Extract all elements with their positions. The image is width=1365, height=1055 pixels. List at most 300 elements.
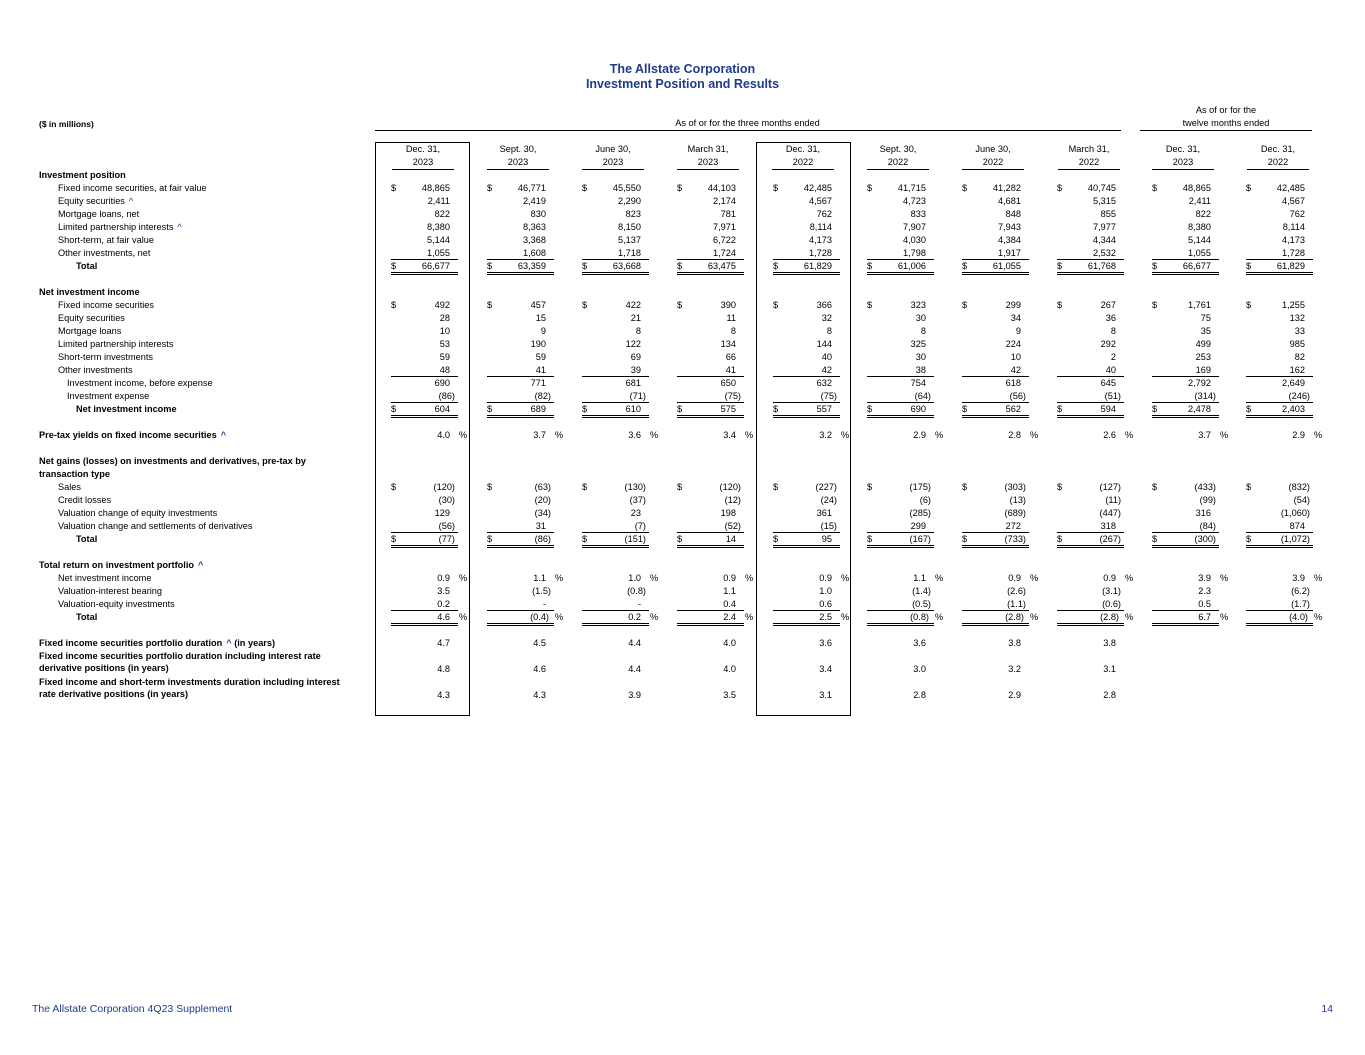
cell-value: (733) <box>1004 534 1026 544</box>
cell-value: 4.4 <box>628 638 641 648</box>
table-cell <box>867 377 934 389</box>
table-cell <box>1246 377 1313 389</box>
table-cell <box>962 585 1029 597</box>
table-cell <box>582 260 649 275</box>
table-cell <box>773 208 840 220</box>
percent-symbol: % <box>935 612 944 622</box>
cell-value: 0.9 <box>1103 573 1116 583</box>
table-cell <box>677 481 744 493</box>
cell-value: 28 <box>439 313 450 323</box>
cell-value: (75) <box>724 391 741 401</box>
currency-symbol: $ <box>677 534 683 544</box>
cell-value: 1,798 <box>903 248 926 258</box>
row-label <box>67 390 149 402</box>
cell-value: 604 <box>434 404 450 414</box>
table-cell <box>1152 182 1219 194</box>
column-header-year: 2022 <box>1247 156 1309 170</box>
cell-value: 15 <box>535 313 546 323</box>
cell-value: 2,403 <box>1282 404 1305 414</box>
cell-value: (2.8) <box>1100 612 1119 622</box>
table-cell <box>487 260 554 275</box>
row-label-text: Fixed income securities, at fair value <box>58 183 207 193</box>
cell-value: 1,761 <box>1188 300 1211 310</box>
table-cell <box>582 312 649 324</box>
table-cell <box>1246 494 1313 506</box>
cell-value: 190 <box>530 339 546 349</box>
cell-value: 833 <box>910 209 926 219</box>
percent-symbol: % <box>841 573 850 583</box>
table-cell <box>962 195 1029 207</box>
row-label <box>58 195 133 207</box>
table-cell <box>773 611 850 626</box>
cell-value: 33 <box>1294 326 1305 336</box>
cell-value: (11) <box>1105 495 1121 505</box>
table-cell <box>391 598 458 611</box>
table-cell <box>487 611 564 626</box>
cell-value: 61,768 <box>1087 261 1116 271</box>
column-header-period: Dec. 31, <box>1260 144 1296 154</box>
table-cell <box>677 260 744 275</box>
percent-symbol: % <box>1030 612 1039 622</box>
table-cell <box>582 533 649 548</box>
table-cell <box>1246 182 1313 194</box>
column-header-period: March 31, <box>687 144 729 154</box>
cell-value: 822 <box>434 209 450 219</box>
cell-value: (1.7) <box>1291 599 1310 609</box>
cell-value: 325 <box>910 339 926 349</box>
row-label <box>58 494 111 506</box>
table-cell <box>867 637 934 649</box>
footer-page-number: 14 <box>1321 1003 1333 1015</box>
cell-value: 3.9 <box>628 690 641 700</box>
column-header-year: 2022 <box>962 156 1024 170</box>
table-cell <box>677 234 744 246</box>
table-cell <box>1057 520 1124 533</box>
currency-symbol: $ <box>391 300 397 310</box>
column-header <box>668 143 748 170</box>
table-cell <box>582 208 649 220</box>
currency-symbol: $ <box>1246 482 1252 492</box>
row-label-text: Limited partnership interests <box>58 222 174 232</box>
table-cell <box>487 390 554 403</box>
table-cell <box>582 585 649 597</box>
cell-value: - <box>542 599 546 609</box>
cell-value: 690 <box>434 378 450 388</box>
row-label-text: Investment expense <box>67 391 150 401</box>
table-cell <box>773 403 840 418</box>
table-cell <box>391 299 458 311</box>
cell-value: 4,344 <box>1093 235 1116 245</box>
table-cell <box>962 260 1029 275</box>
table-cell <box>962 429 1039 441</box>
currency-symbol: $ <box>1152 300 1158 310</box>
cell-value: (832) <box>1288 482 1310 492</box>
cell-value: (285) <box>909 508 931 518</box>
row-label <box>39 650 321 674</box>
cell-value: 8,380 <box>1188 222 1211 232</box>
footer-document-title: The Allstate Corporation 4Q23 Supplement <box>32 1003 233 1015</box>
cell-value: 2,532 <box>1093 248 1116 258</box>
table-cell <box>773 351 840 363</box>
table-cell <box>773 182 840 194</box>
row-label <box>58 585 162 597</box>
cell-value: 3.8 <box>1008 638 1021 648</box>
percent-symbol: % <box>650 430 659 440</box>
cell-value: (12) <box>724 495 741 505</box>
cell-value: 1,728 <box>1282 248 1305 258</box>
table-cell <box>1057 533 1124 548</box>
table-cell <box>773 390 840 403</box>
cell-value: (63) <box>534 482 551 492</box>
cell-value: (303) <box>1004 482 1026 492</box>
table-cell <box>582 611 659 626</box>
table-cell <box>487 312 554 324</box>
cell-value: 3.4 <box>819 664 832 674</box>
table-cell <box>677 195 744 207</box>
cell-value: (127) <box>1099 482 1121 492</box>
cell-value: (1,072) <box>1280 534 1310 544</box>
cell-value: 30 <box>915 313 926 323</box>
table-cell <box>1057 182 1124 194</box>
cell-value: 762 <box>1289 209 1305 219</box>
table-cell <box>582 507 649 519</box>
cell-value: 2,792 <box>1188 378 1211 388</box>
table-cell <box>1057 494 1124 506</box>
table-cell <box>1152 234 1219 246</box>
table-cell <box>677 377 744 389</box>
table-cell <box>487 572 564 584</box>
cell-value: 2,419 <box>523 196 546 206</box>
table-cell <box>867 351 934 363</box>
table-cell <box>867 611 944 626</box>
table-cell <box>962 520 1029 533</box>
cell-value: 562 <box>1005 404 1021 414</box>
table-cell <box>677 637 744 649</box>
column-header-period: Dec. 31, <box>785 144 821 154</box>
table-cell <box>962 312 1029 324</box>
cell-value: 36 <box>1105 313 1116 323</box>
table-cell <box>962 663 1029 675</box>
table-cell <box>677 494 744 506</box>
table-cell <box>962 390 1029 403</box>
currency-symbol: $ <box>962 534 968 544</box>
footnote-caret: ^ <box>177 222 182 232</box>
cell-value: 11 <box>726 313 736 323</box>
cell-value: 45,550 <box>612 183 641 193</box>
table-cell <box>1246 312 1313 324</box>
table-cell <box>1057 364 1124 377</box>
cell-value: 299 <box>1005 300 1021 310</box>
section-heading <box>39 286 140 298</box>
cell-value: 8 <box>1110 326 1116 336</box>
table-cell <box>1246 364 1313 377</box>
table-cell <box>1152 520 1219 533</box>
table-cell <box>582 429 659 441</box>
row-label-text: Total <box>76 534 98 544</box>
table-cell <box>962 494 1029 506</box>
currency-symbol: $ <box>391 482 397 492</box>
currency-symbol: $ <box>867 300 873 310</box>
table-cell <box>1152 494 1219 506</box>
table-cell <box>1246 247 1313 260</box>
cell-value: 2,411 <box>1188 196 1211 206</box>
cell-value: 3.1 <box>1103 664 1116 674</box>
row-label-text: Equity securities <box>58 196 125 206</box>
cell-value: (99) <box>1199 495 1216 505</box>
table-cell <box>582 572 659 584</box>
table-cell <box>867 221 934 233</box>
currency-symbol: $ <box>1152 261 1158 271</box>
table-cell <box>582 299 649 311</box>
table-cell <box>582 377 649 389</box>
table-cell <box>677 312 744 324</box>
table-cell <box>1246 351 1313 363</box>
currency-symbol: $ <box>487 183 493 193</box>
table-cell <box>391 429 468 441</box>
table-cell <box>582 494 649 506</box>
row-label <box>39 429 226 441</box>
row-label <box>58 325 121 337</box>
table-cell <box>582 689 649 701</box>
cell-value: 689 <box>530 404 546 414</box>
currency-symbol: $ <box>1057 534 1063 544</box>
cell-value: 422 <box>625 300 641 310</box>
currency-symbol: $ <box>1246 300 1252 310</box>
footnote-caret: ^ <box>226 638 232 648</box>
table-cell <box>487 481 554 493</box>
cell-value: 1,055 <box>427 248 450 258</box>
cell-value: 762 <box>816 209 832 219</box>
row-label-text: Equity securities <box>58 313 125 323</box>
table-cell <box>1152 208 1219 220</box>
cell-value: (0.5) <box>912 599 931 609</box>
cell-value: (6.2) <box>1291 586 1310 596</box>
cell-value: (13) <box>1009 495 1026 505</box>
row-label-text: Credit losses <box>58 495 112 505</box>
cell-value: (267) <box>1099 534 1121 544</box>
percent-symbol: % <box>841 430 850 440</box>
currency-symbol: $ <box>1152 534 1158 544</box>
table-cell <box>962 338 1029 350</box>
column-header-year: 2023 <box>487 156 549 170</box>
table-cell <box>867 195 934 207</box>
cell-value: (2.6) <box>1007 586 1026 596</box>
table-cell <box>867 533 934 548</box>
currency-symbol: $ <box>582 261 588 271</box>
cell-value: 8,150 <box>618 222 641 232</box>
table-cell <box>1246 611 1323 626</box>
table-cell <box>962 507 1029 519</box>
cell-value: 3.9 <box>1292 573 1305 583</box>
cell-value: 21 <box>630 313 641 323</box>
cell-value: 8,114 <box>809 222 832 232</box>
currency-symbol: $ <box>1246 534 1252 544</box>
cell-value: 3.7 <box>533 430 546 440</box>
percent-symbol: % <box>1125 573 1134 583</box>
table-cell <box>1246 195 1313 207</box>
currency-symbol: $ <box>773 404 779 414</box>
table-cell <box>391 351 458 363</box>
cell-value: 4,567 <box>809 196 832 206</box>
table-cell <box>487 208 554 220</box>
cell-value: (227) <box>815 482 837 492</box>
currency-symbol: $ <box>867 404 873 414</box>
table-cell <box>773 338 840 350</box>
currency-symbol: $ <box>1057 300 1063 310</box>
table-cell <box>582 637 649 649</box>
table-cell <box>1246 208 1313 220</box>
cell-value: (300) <box>1194 534 1216 544</box>
table-cell <box>487 637 554 649</box>
table-cell <box>1057 611 1134 626</box>
cell-value: 3.1 <box>819 690 832 700</box>
column-header <box>573 143 653 170</box>
cell-value: 162 <box>1289 365 1305 375</box>
table-cell <box>1152 481 1219 493</box>
currency-symbol: $ <box>582 482 588 492</box>
table-cell <box>1246 234 1313 246</box>
cell-value: 2.9 <box>1292 430 1305 440</box>
table-cell <box>1057 598 1124 611</box>
cell-value: 2.8 <box>1008 430 1021 440</box>
column-header <box>1049 143 1129 170</box>
table-cell <box>1152 585 1219 597</box>
currency-symbol: $ <box>1246 183 1252 193</box>
table-cell <box>1057 260 1124 275</box>
cell-value: 830 <box>530 209 546 219</box>
cell-value: 781 <box>720 209 736 219</box>
column-header <box>953 143 1033 170</box>
cell-value: 9 <box>540 326 546 336</box>
cell-value: 35 <box>1200 326 1211 336</box>
row-label-text: Other investments <box>58 365 133 375</box>
cell-value: 44,103 <box>707 183 736 193</box>
cell-value: 690 <box>910 404 926 414</box>
section-heading <box>39 455 306 467</box>
group-header-twelve-line2: twelve months ended <box>1182 118 1270 128</box>
currency-symbol: $ <box>1152 482 1158 492</box>
currency-symbol: $ <box>677 404 683 414</box>
percent-symbol: % <box>555 612 564 622</box>
cell-value: 7,943 <box>998 222 1021 232</box>
cell-value: (37) <box>629 495 646 505</box>
section-heading <box>39 559 203 571</box>
table-cell <box>677 351 744 363</box>
table-cell <box>391 494 458 506</box>
table-cell <box>1152 221 1219 233</box>
cell-value: 292 <box>1100 339 1116 349</box>
table-cell <box>773 663 840 675</box>
cell-value: 2.8 <box>913 690 926 700</box>
cell-value: 31 <box>535 521 546 531</box>
row-label <box>39 637 275 649</box>
cell-value: 3.6 <box>819 638 832 648</box>
cell-value: (120) <box>719 482 741 492</box>
table-cell <box>962 299 1029 311</box>
currency-symbol: $ <box>1057 261 1063 271</box>
cell-value: 0.2 <box>628 612 641 622</box>
table-cell <box>962 481 1029 493</box>
section-heading <box>39 169 126 181</box>
row-label <box>58 312 125 324</box>
table-cell <box>487 299 554 311</box>
cell-value: (82) <box>534 391 551 401</box>
percent-symbol: % <box>1314 573 1323 583</box>
row-label-line2: rate derivative positions (in years) <box>39 689 189 699</box>
currency-symbol: $ <box>487 482 493 492</box>
table-cell <box>1057 234 1124 246</box>
table-cell <box>582 195 649 207</box>
cell-value: 1,255 <box>1282 300 1305 310</box>
table-cell <box>867 182 934 194</box>
column-header-period: Dec. 31, <box>1165 144 1201 154</box>
table-cell <box>1152 429 1229 441</box>
table-cell <box>1057 689 1124 701</box>
percent-symbol: % <box>459 430 468 440</box>
cell-value: 8,380 <box>427 222 450 232</box>
cell-value: 8 <box>826 326 832 336</box>
percent-symbol: % <box>1125 430 1134 440</box>
table-cell <box>391 260 458 275</box>
table-cell <box>582 481 649 493</box>
cell-value: 754 <box>910 378 926 388</box>
table-cell <box>487 520 554 533</box>
currency-symbol: $ <box>677 482 683 492</box>
cell-value: (77) <box>438 534 455 544</box>
table-cell <box>487 364 554 377</box>
cell-value: 4.3 <box>437 690 450 700</box>
currency-symbol: $ <box>1057 482 1063 492</box>
cell-value: 66,677 <box>1182 261 1211 271</box>
row-label <box>58 247 150 259</box>
cell-value: 132 <box>1289 313 1305 323</box>
currency-symbol: $ <box>582 183 588 193</box>
table-cell <box>773 520 840 533</box>
table-cell <box>391 325 458 337</box>
table-cell <box>677 585 744 597</box>
cell-value: 3.8 <box>1103 638 1116 648</box>
cell-value: (52) <box>724 521 741 531</box>
row-label-text: Total return on investment portfolio <box>39 560 194 570</box>
cell-value: (3.1) <box>1102 586 1121 596</box>
table-cell <box>487 377 554 389</box>
table-cell <box>582 403 649 418</box>
cell-value: (1.5) <box>532 586 551 596</box>
percent-symbol: % <box>650 612 659 622</box>
cell-value: 4,567 <box>1282 196 1305 206</box>
table-cell <box>867 507 934 519</box>
cell-value: 823 <box>625 209 641 219</box>
table-cell <box>1057 247 1124 260</box>
table-cell <box>487 247 554 260</box>
table-cell <box>391 689 458 701</box>
cell-value: 42 <box>821 365 832 375</box>
cell-value: 0.6 <box>819 599 832 609</box>
cell-value: 10 <box>439 326 450 336</box>
cell-value: 2,411 <box>427 196 450 206</box>
cell-value: 41,715 <box>897 183 926 193</box>
table-cell <box>391 208 458 220</box>
table-cell <box>773 507 840 519</box>
table-cell <box>1057 390 1124 403</box>
row-label <box>58 208 139 220</box>
cell-value: 3.7 <box>1198 430 1211 440</box>
cell-value: 4,681 <box>998 196 1021 206</box>
table-cell <box>677 689 744 701</box>
column-header <box>1238 143 1318 170</box>
cell-value: 1.1 <box>723 586 736 596</box>
table-cell <box>1057 221 1124 233</box>
